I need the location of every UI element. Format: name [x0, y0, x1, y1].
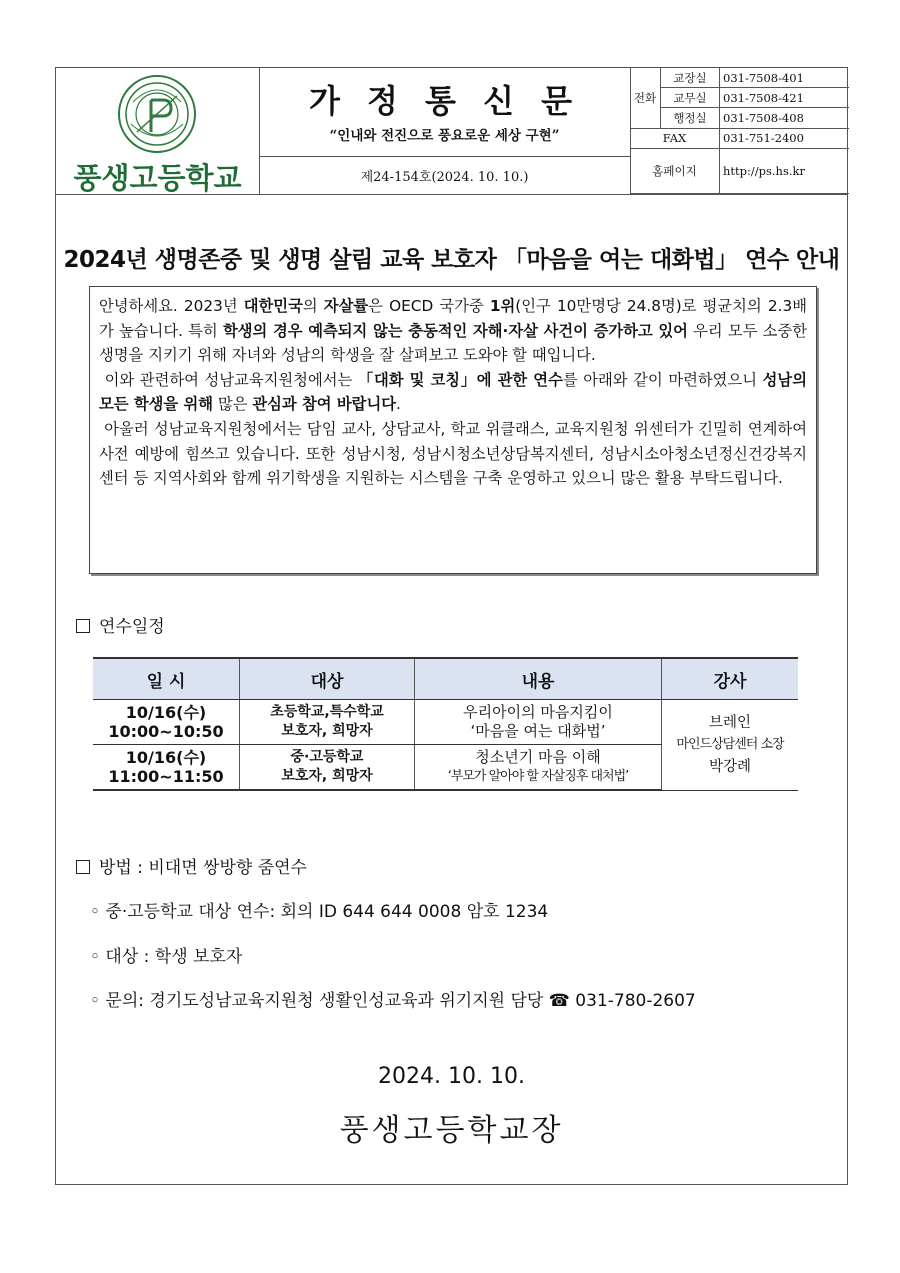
- bold-text: 학생의 경우 예측되지 않는 충동적인 자해·자살 사건이 증가하고 있어: [222, 321, 688, 340]
- phone-number: 031-7508-421: [720, 88, 850, 108]
- bold-text: 대한민국: [243, 297, 303, 315]
- bold-text: 관심과 참여 바랍니다: [252, 395, 397, 414]
- dept-label: 행정실: [661, 108, 720, 128]
- school-motto: “인내와 전진으로 풍요로운 세상 구현”: [329, 128, 560, 144]
- schedule-table: [93, 657, 798, 791]
- column-header: 일 시: [93, 658, 240, 700]
- text: 은 OECD 국가중: [368, 297, 490, 315]
- text: 아울러 성남교육지원청에서는 담임 교사, 상담교사, 학교 위클래스, 교육지원청 위센터가 긴밀히 연계하여 사전 예방에 힘쓰고 있습니다. 또한 성남시청, 성남시청소년상담복지센터, 성남시소아청소년정신건강복지센터 등 지역사회와 함께 위기학생을 지원하는 시스템을 구축 운영하고 있으니 많은 활용 부탁드립니다.: [99, 419, 807, 488]
- column-header: 대상: [240, 658, 415, 700]
- dept-label: 교무실: [661, 88, 720, 108]
- datetime-cell: [93, 745, 240, 791]
- text: 안녕하세요. 2023년: [99, 297, 244, 315]
- target-cell: [240, 700, 415, 745]
- date-text: 10/16(수): [125, 748, 207, 767]
- school-emblem-icon: [113, 72, 201, 158]
- target-text: 중·고등학교: [290, 749, 364, 765]
- doc-number-cell: [259, 156, 631, 194]
- newsletter-page: [55, 67, 848, 1185]
- contact-table: [630, 68, 849, 194]
- target-text: 보호자, 희망자: [281, 768, 373, 784]
- bold-text: 1위: [489, 297, 516, 315]
- content-text: ‘부모가 알아야 할 자살징후 대처법’: [447, 769, 629, 784]
- principal-signature: 풍생고등학교장: [339, 1113, 564, 1148]
- tel-label: 전화: [630, 68, 661, 128]
- target-cell: [240, 745, 415, 791]
- instructor-text: 마인드상담센터 소장: [676, 736, 784, 752]
- text: 의: [302, 297, 324, 315]
- text: 많은: [213, 395, 253, 414]
- document-number: 제24-154호(2024. 10. 10.): [360, 170, 529, 185]
- homepage-link[interactable]: http://ps.hs.kr: [720, 148, 850, 193]
- date-text: 10/16(수): [125, 703, 207, 722]
- text: 이와 관련하여 성남교육지원청에서는: [104, 370, 358, 389]
- target-text: 초등학교,특수학교: [270, 704, 384, 720]
- bold-text: 성남의 모든 학생을 위해: [99, 370, 807, 414]
- text: (인구 10만명당 24.8명)로 평균치의 2.3배가 높습니다. 특히: [99, 297, 807, 340]
- method-item: ◦ 대상 : 학생 보호자: [90, 947, 243, 967]
- letterhead: [56, 68, 847, 195]
- school-name-logotype: 풍생고등학교: [73, 161, 242, 195]
- bold-text: 자살률: [323, 297, 369, 315]
- fax-label: FAX: [630, 128, 720, 148]
- intro-paragraph: [99, 368, 807, 417]
- column-header: 내용: [415, 658, 662, 700]
- content-text: 청소년기 마음 이해: [475, 748, 601, 766]
- table-row: [93, 700, 798, 745]
- logo-cell: [56, 68, 260, 194]
- datetime-cell: [93, 700, 240, 745]
- checkbox-square-icon: [76, 860, 90, 874]
- method-item: ◦ 중·고등학교 대상 연수: 회의 ID 644 644 0008 암호 1234: [90, 902, 549, 922]
- title-cell: [259, 68, 631, 157]
- method-heading-text: 방법 : 비대면 쌍방향 줌연수: [99, 858, 307, 878]
- content-cell: [415, 745, 662, 791]
- issue-date: 2024. 10. 10.: [378, 1064, 525, 1089]
- text: 를 아래와 같이 마련하였으니: [562, 370, 763, 389]
- table-header-row: [93, 658, 798, 700]
- method-item: ◦ 문의: 경기도성남교육지원청 생활인성교육과 위기지원 담당 ☎ 031-780-2607: [90, 991, 696, 1011]
- column-header: 강사: [662, 658, 799, 700]
- checkbox-square-icon: [76, 619, 90, 633]
- phone-number: 031-7508-401: [720, 68, 850, 88]
- main-title: 2024년 생명존중 및 생명 살림 교육 보호자 「마음을 여는 대화법」 연수 안내: [63, 247, 840, 273]
- instructor-cell: [662, 700, 799, 791]
- instructor-text: 브레인: [708, 714, 752, 731]
- fax-number: 031-751-2400: [720, 128, 850, 148]
- content-text: 우리아이의 마음지킴이: [463, 703, 613, 721]
- bold-text: 「대화 및 코칭」에 관한 연수: [357, 370, 563, 389]
- content-text: ‘마음을 여는 대화법’: [470, 722, 606, 740]
- intro-box: [89, 286, 817, 574]
- schedule-heading-text: 연수일정: [99, 617, 165, 637]
- schedule-heading: [76, 612, 165, 637]
- content-cell: [415, 700, 662, 745]
- phone-number: 031-7508-408: [720, 108, 850, 128]
- intro-paragraph: [99, 294, 807, 368]
- time-text: 11:00~11:50: [108, 767, 224, 786]
- text: .: [396, 395, 401, 414]
- instructor-text: 박강례: [708, 758, 752, 775]
- time-text: 10:00~10:50: [108, 722, 224, 741]
- target-text: 보호자, 희망자: [281, 723, 373, 739]
- dept-label: 교장실: [661, 68, 720, 88]
- intro-paragraph: [99, 417, 807, 491]
- homepage-label: 홈페이지: [630, 148, 720, 193]
- text: 우리 모두 소중한 생명을 지키기 위해 자녀와 성남의 학생을 잘 살펴보고 도와야 할 때입니다.: [99, 321, 808, 365]
- document-title: 가 정 통 신 문: [308, 82, 581, 120]
- method-heading: [76, 853, 307, 878]
